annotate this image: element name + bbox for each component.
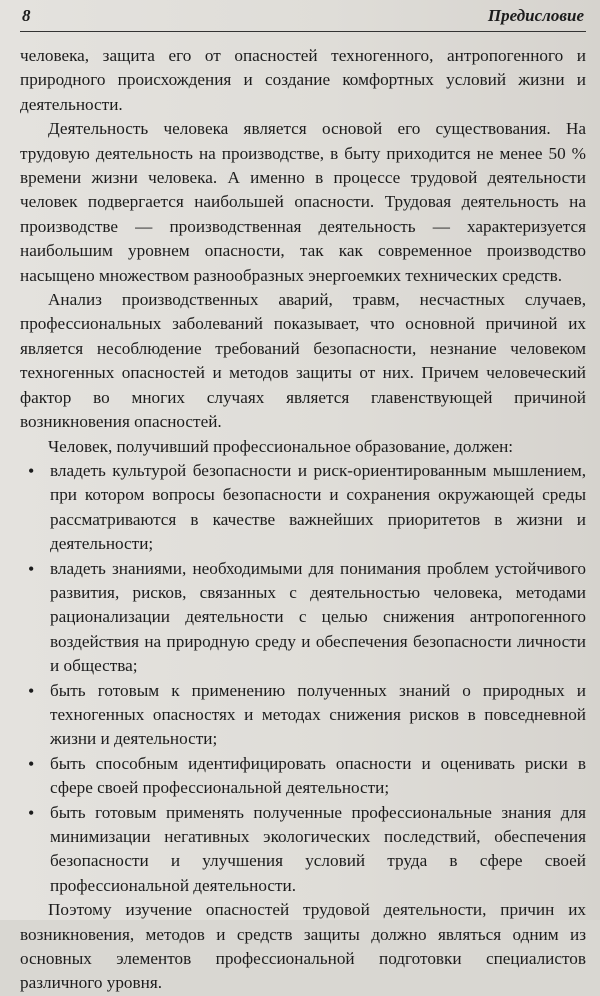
page-number: 8 xyxy=(22,6,31,25)
list-item: • быть способным идентифицировать опасности и оценивать риски в сфере своей профессиональной деятельности; xyxy=(20,752,586,801)
paragraph-activity: Деятельность человека является основой его существования. На трудовую деятельность на производстве, в быту приходится не менее 50 % времени жизни человека. А именно в процессе трудовой деятельности человек подвергается наибольшей опасности. Трудовая деятельность на производстве — производственная деятельность — характеризуется наибольшим уровнем опасности, так как современное производство насыщено множеством разнообразных энергоемких технических средств. xyxy=(20,119,586,285)
paragraph-list-intro: Человек, получивший профессиональное образование, должен: xyxy=(48,436,514,456)
running-header xyxy=(20,6,586,32)
paragraph-analysis: Анализ производственных аварий, травм, несчастных случаев, профессиональных заболеваний показывает, что основной причиной их является несоблюдение требований безопасности, незнание человеком техногенных опасностей и методов защиты от них. Причем человеческий фактор во многих случаях является главенствующей причиной возникновения опасностей. xyxy=(20,290,586,432)
competency-list xyxy=(20,459,586,898)
paragraph-continuation: человека, защита его от опасностей техногенного, антропогенного и природного происхождения и создание комфортных условий жизни и деятельности. xyxy=(20,46,586,114)
list-item: • быть готовым применять полученные профессиональные знания для минимизации негативных экологических последствий, обеспечения безопасности и улучшения условий труда в сфере своей профессиональной деятельности. xyxy=(20,801,586,899)
list-item: • владеть знаниями, необходимыми для понимания проблем устойчивого развития, рисков, связанных с деятельностью человека, методами рационализации деятельности с целью снижения антропогенного воздействия на природную среду и обеспечения безопасности личности и общества; xyxy=(20,557,586,679)
paragraph-conclusion: Поэтому изучение опасностей трудовой деятельности, причин их возникновения, методов и средств защиты должно являться одним из основных элементов профессиональной подготовки специалистов различного уровня. xyxy=(20,900,586,993)
list-item: • быть готовым к применению полученных знаний о природных и техногенных опасностях и методах снижения рисков в повседневной жизни и деятельности; xyxy=(20,679,586,752)
list-item: • владеть культурой безопасности и риск-ориентированным мышлением, при котором вопросы безопасности и сохранения окружающей среды рассматриваются в качестве важнейших приоритетов в жизни и деятельности; xyxy=(20,459,586,557)
running-title: Предисловие xyxy=(487,6,584,25)
body-text xyxy=(20,44,586,996)
